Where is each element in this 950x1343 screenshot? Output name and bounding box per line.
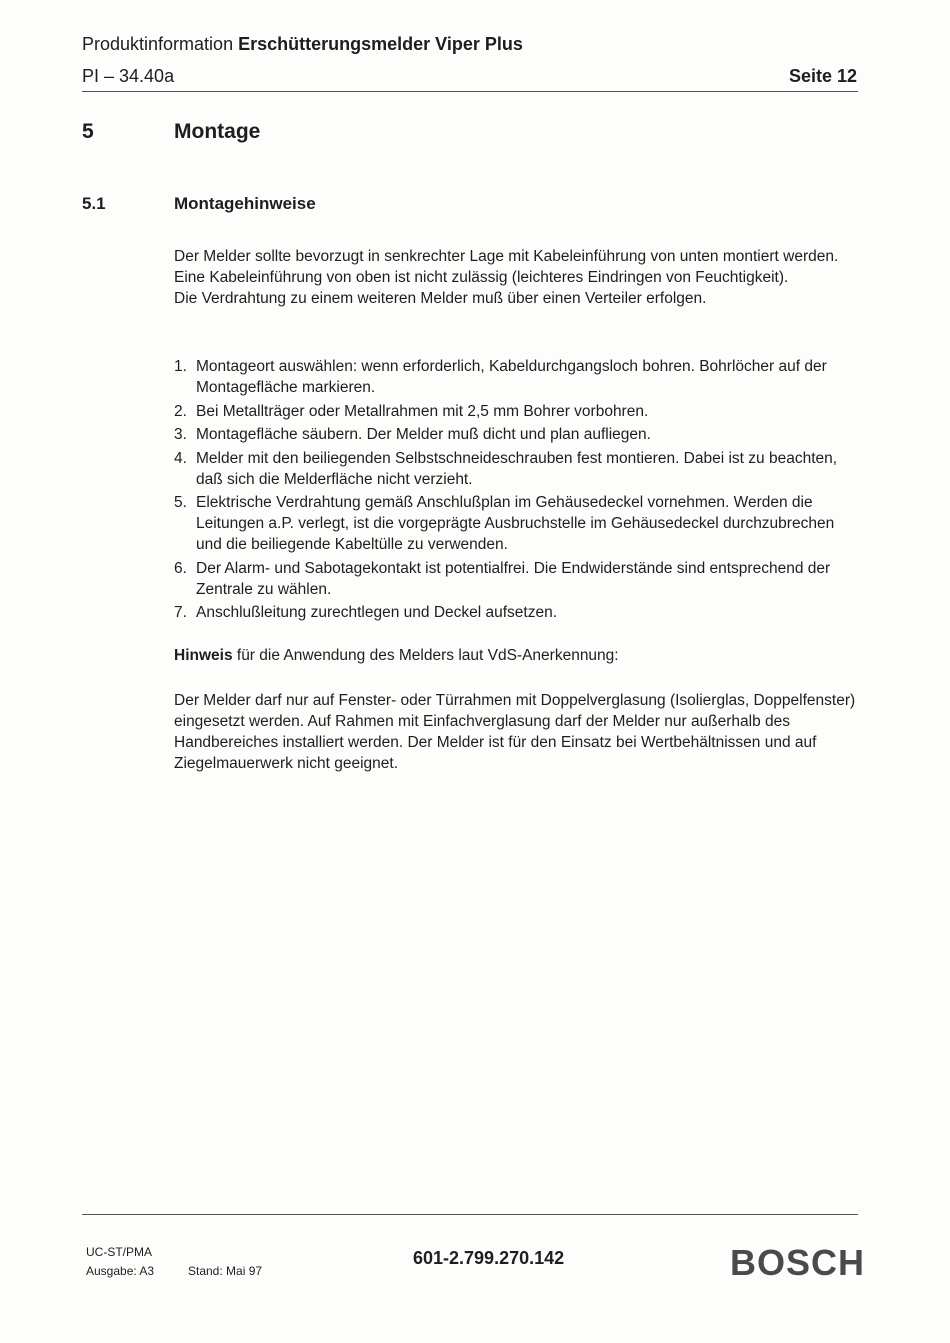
step-number: 6. — [174, 559, 187, 577]
header-divider — [82, 91, 858, 92]
note-label: Hinweis — [174, 647, 233, 664]
header-document-number: PI – 34.40a — [82, 66, 175, 86]
list-item — [174, 492, 860, 555]
footer-divider — [82, 1214, 858, 1215]
intro-text — [174, 246, 860, 309]
header-product: Erschütterungsmelder Viper Plus — [238, 34, 523, 54]
list-item — [174, 401, 860, 422]
installation-steps-list — [174, 356, 860, 626]
step-text: Montageort auswählen: wenn erforderlich, Kabeldurchgangsloch bohren. Bohrlöcher auf der Montagefläche markieren. — [196, 358, 827, 396]
list-item — [174, 356, 860, 398]
header-page-number: Seite 12 — [788, 66, 857, 86]
step-text: Elektrische Verdrahtung gemäß Anschlußplan im Gehäusedeckel vornehmen. Werden die Leitungen a.P. verlegt, ist die vorgeprägte Ausbruchstelle im Gehäusedeckel durchzubrechen und die beiliegende Kabeltülle zu verwenden. — [196, 494, 835, 553]
section-number: 5 — [82, 120, 94, 143]
step-text: Melder mit den beiliegenden Selbstschneideschrauben fest montieren. Dabei ist zu beachten, daß sich die Melderfläche nicht verzieht. — [196, 449, 838, 488]
step-number: 3. — [174, 426, 187, 443]
note-heading — [174, 645, 860, 666]
note-intro: für die Anwendung des Melders laut VdS-Anerkennung: — [232, 647, 619, 664]
footer-part-number: 601-2.799.270.142 — [413, 1248, 565, 1268]
header-prefix: Produktinformation — [82, 34, 234, 54]
list-item — [174, 602, 860, 623]
footer-status: Stand: Mai 97 — [188, 1264, 263, 1278]
step-text: Anschlußleitung zurechtlegen und Deckel aufsetzen. — [196, 604, 558, 621]
list-item — [174, 424, 860, 445]
subsection-title: Montagehinweise — [174, 194, 316, 213]
step-number: 5. — [174, 494, 187, 511]
step-number: 4. — [174, 449, 187, 467]
step-number: 2. — [174, 402, 187, 420]
bosch-logo: BOSCH — [730, 1242, 866, 1283]
list-item — [174, 558, 860, 600]
footer-edition: Ausgabe: A3 — [86, 1264, 155, 1278]
section-title: Montage — [174, 120, 261, 143]
header-title — [82, 34, 523, 55]
subsection-number: 5.1 — [82, 194, 106, 213]
footer-department: UC-ST/PMA — [86, 1245, 152, 1259]
intro-paragraph: Der Melder sollte bevorzugt in senkrechter Lage mit Kabeleinführung von unten montiert werden. Eine Kabeleinführung von oben ist nicht zulässig (leichteres Eindringen von Feuchtigkeit). — [174, 248, 839, 286]
step-number: 1. — [174, 358, 187, 375]
step-text: Bei Metallträger oder Metallrahmen mit 2,5 mm Bohrer vorbohren. — [196, 402, 649, 420]
step-text: Montagefläche säubern. Der Melder muß dicht und plan aufliegen. — [196, 426, 651, 443]
note-text: Der Melder darf nur auf Fenster- oder Türrahmen mit Doppelverglasung (Isolierglas, Doppelfenster) eingesetzt werden. Auf Rahmen mit Einfachverglasung darf der Melder nur außerhalb des Handbereiches installiert werden. Der Melder ist für den Einsatz bei Wertbehältnissen und auf Ziegelmauerwerk nicht geeignet. — [174, 692, 856, 772]
step-number: 7. — [174, 604, 187, 621]
list-item — [174, 448, 860, 490]
step-text: Der Alarm- und Sabotagekontakt ist potentialfrei. Die Endwiderstände sind entsprechend der Zentrale zu wählen. — [196, 559, 831, 598]
intro-paragraph: Die Verdrahtung zu einem weiteren Melder muß über einen Verteiler erfolgen. — [174, 290, 707, 307]
